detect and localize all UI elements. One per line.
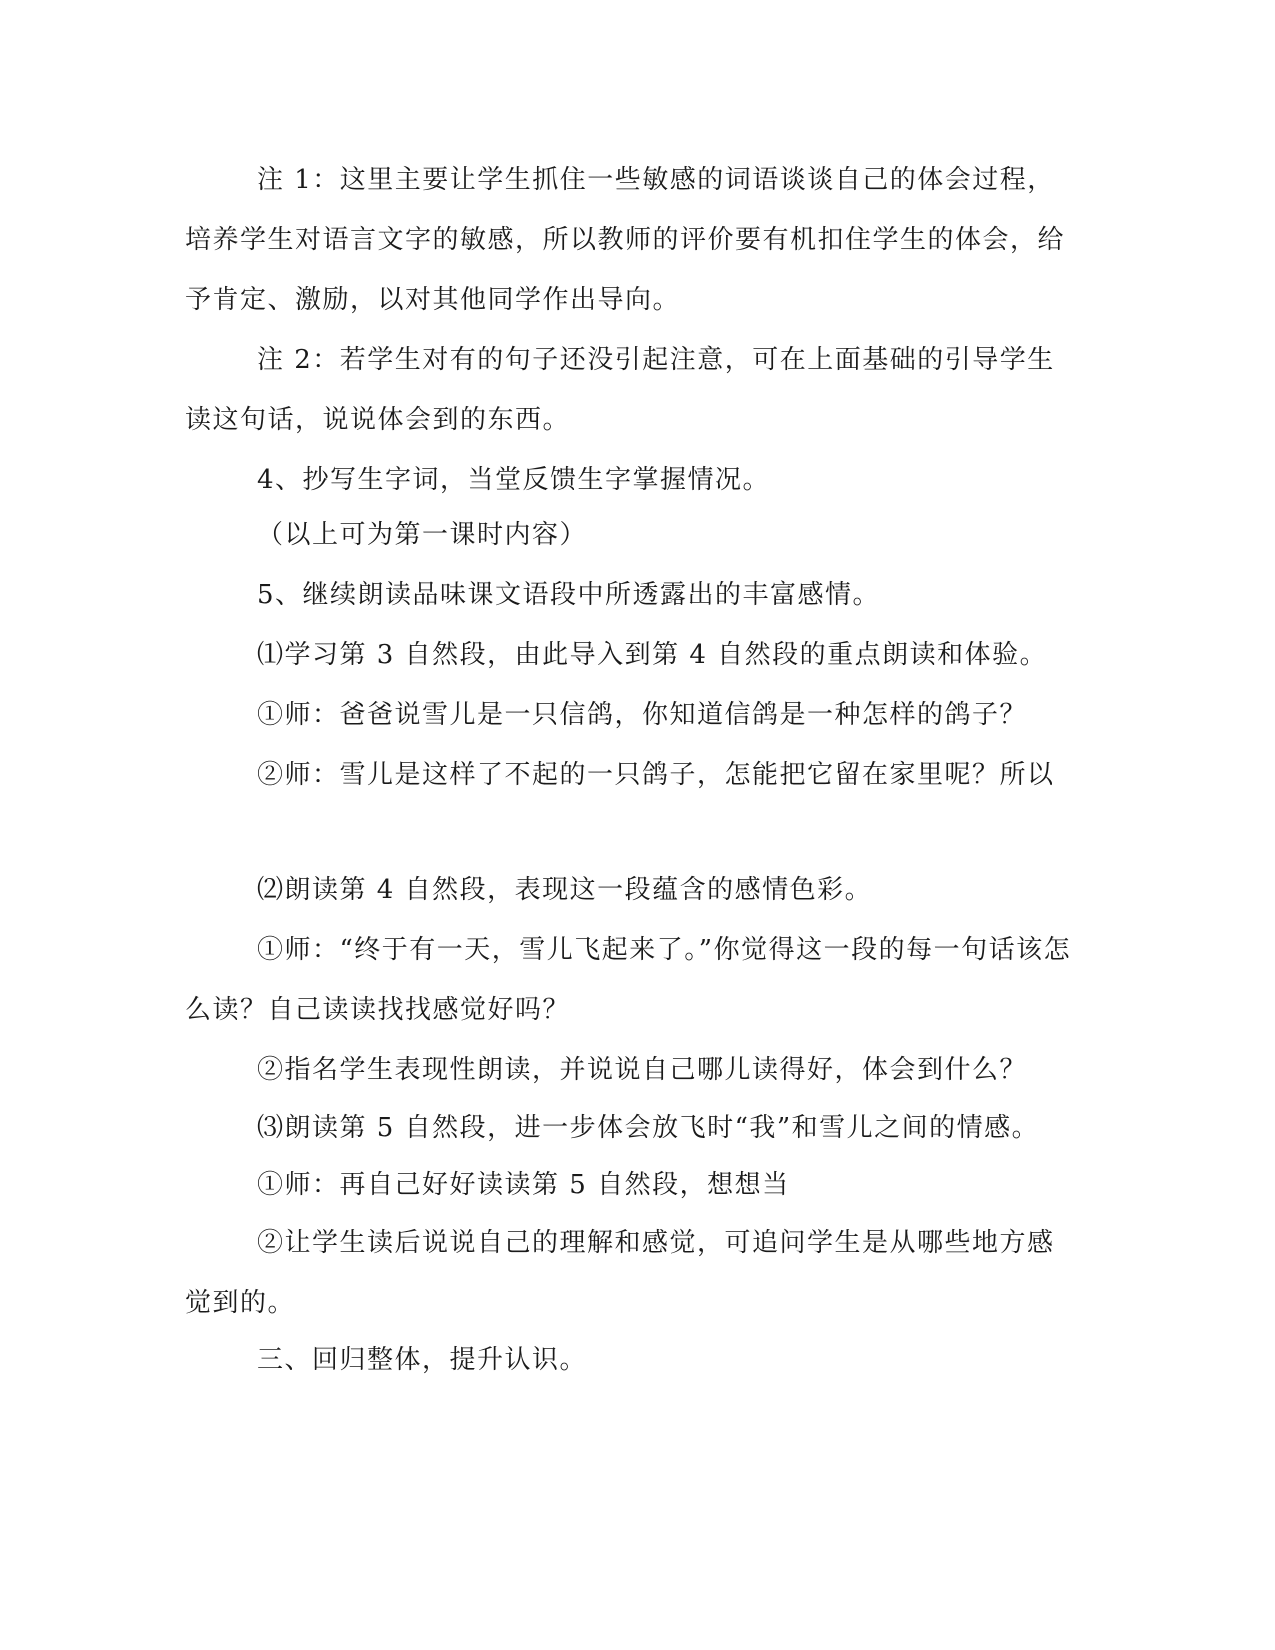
sub-step-3-paragraph: ⑶朗读第 5 自然段，进一步体会放飞时“我”和雪儿之间的情感。 — [257, 1113, 1040, 1143]
teacher-question-3: ①师：“终于有一天，雪儿飞起来了。”你觉得这一段的每一句话该怎么读？自己读读找找感觉好吗？ — [185, 935, 1072, 1025]
teacher-question-4: ①师：再自己好好读读第 5 自然段，想想当 — [257, 1170, 790, 1200]
note-1-paragraph: 注 1：这里主要让学生抓住一些敏感的词语谈谈自己的体会过程，培养学生对语言文字的敏感，所以教师的评价要有机扣住学生的体会，给予肯定、激励，以对其他同学作出导向。 — [185, 165, 1066, 315]
teacher-question-2: ②师：雪儿是这样了不起的一只鸽子，怎能把它留在家里呢？所以 — [257, 760, 1055, 790]
teacher-question-1: ①师：爸爸说雪儿是一只信鸽，你知道信鸽是一种怎样的鸽子？ — [257, 700, 1028, 730]
step-4-paragraph: 4、抄写生字词，当堂反馈生字掌握情况。 — [257, 465, 771, 495]
step-5-paragraph: 5、继续朗读品味课文语段中所透露出的丰富感情。 — [257, 580, 881, 610]
first-lesson-note: （以上可为第一课时内容） — [257, 520, 588, 550]
sub-step-1-paragraph: ⑴学习第 3 自然段，由此导入到第 4 自然段的重点朗读和体验。 — [257, 640, 1048, 670]
student-reflection-paragraph: ②让学生读后说说自己的理解和感觉，可追问学生是从哪些地方感觉到的。 — [185, 1228, 1055, 1318]
note-2-paragraph: 注 2：若学生对有的句子还没引起注意，可在上面基础的引导学生读这句话，说说体会到的东西。 — [185, 345, 1055, 435]
section-3-heading: 三、回归整体，提升认识。 — [257, 1345, 588, 1375]
sub-step-2-paragraph: ⑵朗读第 4 自然段，表现这一段蕴含的感情色彩。 — [257, 875, 873, 905]
student-reading-paragraph: ②指名学生表现性朗读，并说说自己哪儿读得好，体会到什么？ — [257, 1055, 1028, 1085]
